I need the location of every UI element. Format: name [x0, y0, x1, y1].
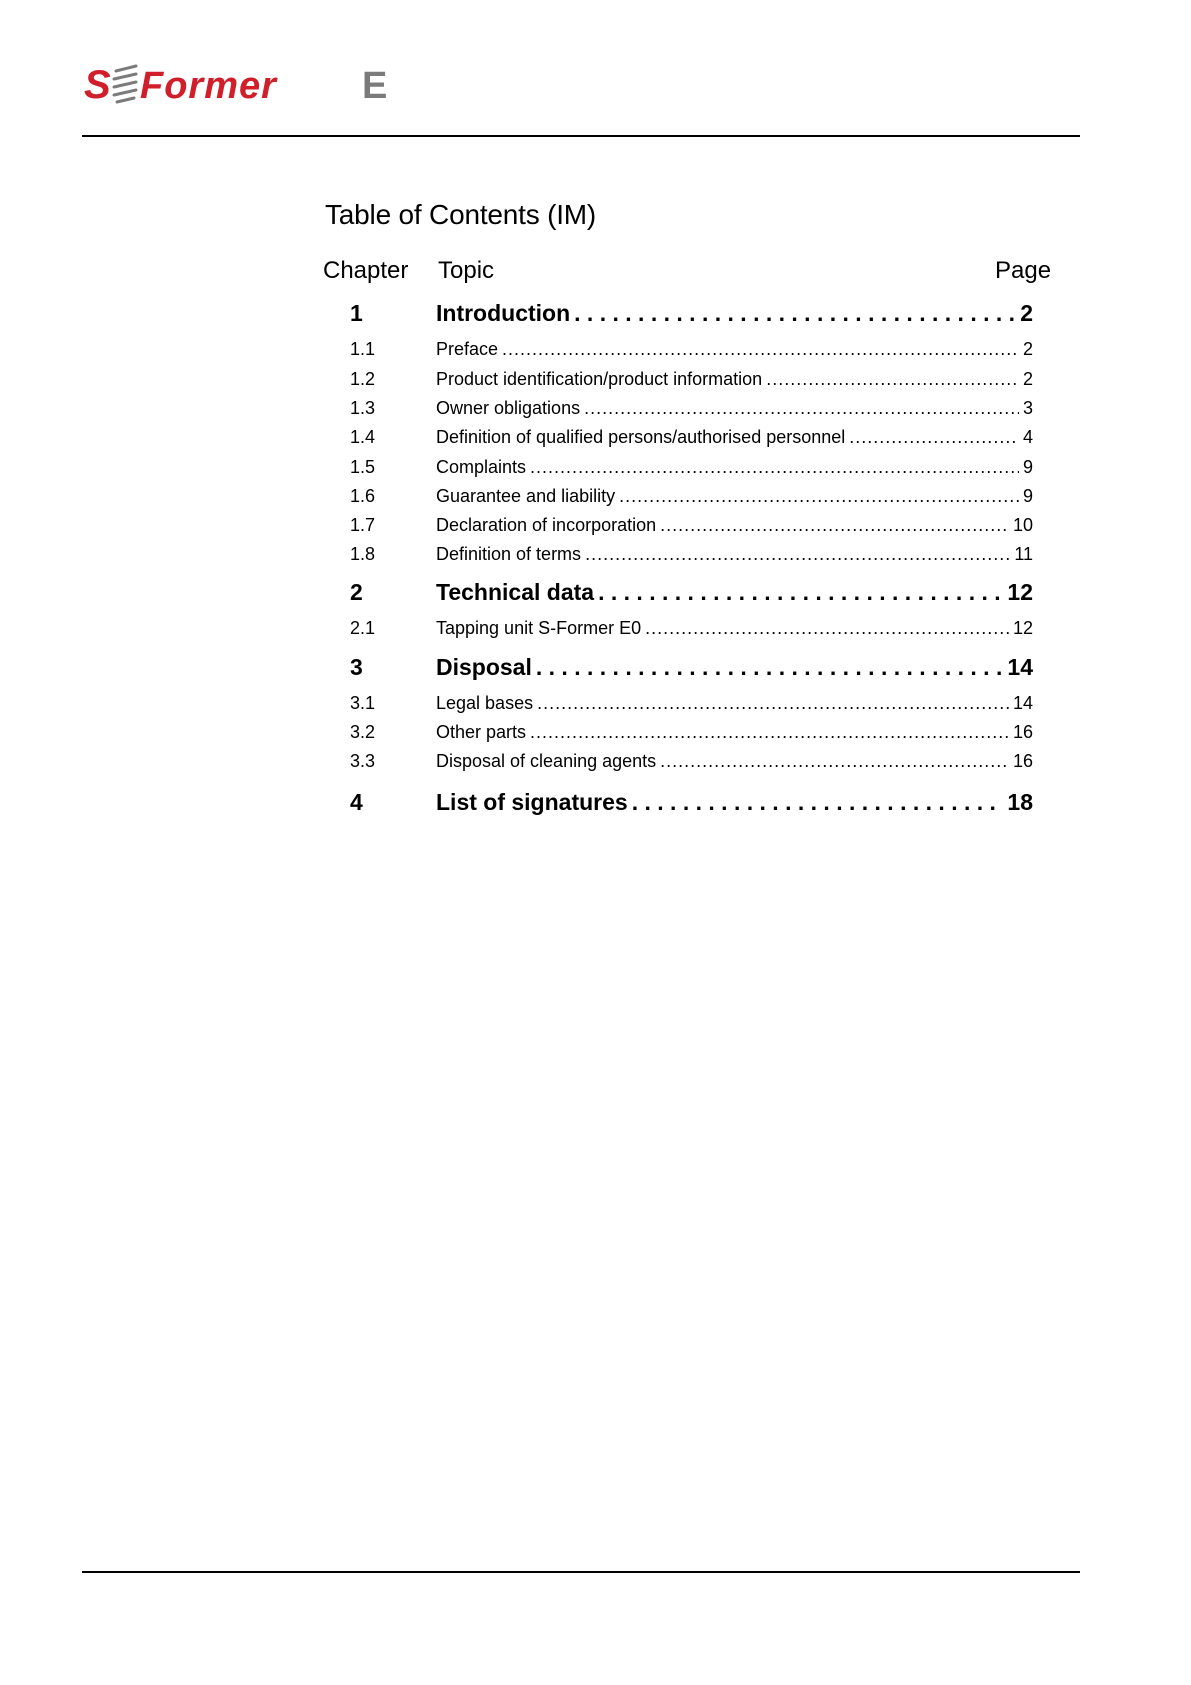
toc-chapter-entry[interactable] [350, 651, 1033, 685]
entry-topic: Definition of terms [436, 544, 582, 564]
entry-topic: Complaints [436, 457, 527, 477]
header-rule [82, 135, 1080, 137]
toc-chapter-entry[interactable] [350, 576, 1033, 610]
dot-leader [598, 579, 1003, 606]
dot-leader [585, 544, 1010, 565]
dot-leader [766, 369, 1019, 390]
toc-chapter-entry[interactable] [350, 786, 1033, 820]
entry-number: 4 [350, 789, 363, 815]
entry-number: 3.1 [350, 693, 376, 713]
toc-section-entry[interactable] [350, 330, 1033, 364]
footer-rule [82, 1571, 1080, 1573]
dot-leader [502, 339, 1019, 360]
entry-page: 2 [1022, 369, 1033, 389]
column-header-chapter: Chapter [323, 257, 409, 284]
dot-leader [537, 693, 1009, 714]
entry-number: 1.7 [350, 515, 376, 535]
entry-topic: Preface [436, 339, 499, 359]
entry-topic: Legal bases [436, 693, 534, 713]
dot-leader [645, 618, 1009, 639]
dot-leader [536, 654, 1004, 681]
toc-section-entry[interactable] [350, 418, 1033, 452]
entry-topic: Technical data [436, 579, 595, 605]
entry-page: 2 [1022, 339, 1033, 359]
entry-page: 16 [1012, 751, 1033, 771]
brand-logo [84, 62, 404, 106]
entry-number: 1.1 [350, 339, 376, 359]
dot-leader [660, 751, 1009, 772]
entry-topic: Definition of qualified persons/authorised personnel [436, 427, 846, 447]
entry-number: 1.8 [350, 544, 376, 564]
entry-number: 2.1 [350, 618, 376, 638]
entry-topic: Guarantee and liability [436, 486, 616, 506]
entry-number: 2 [350, 579, 363, 605]
column-header-topic: Topic [438, 257, 495, 284]
svg-text:S: S [84, 63, 111, 106]
entry-topic: Tapping unit S-Former E0 [436, 618, 642, 638]
entry-page: 16 [1012, 722, 1033, 742]
dot-leader [660, 515, 1009, 536]
toc-section-entry[interactable] [350, 742, 1033, 776]
entry-page: 18 [1007, 789, 1033, 815]
dot-leader [530, 457, 1019, 478]
entry-number: 3.2 [350, 722, 376, 742]
entry-topic: Owner obligations [436, 398, 581, 418]
svg-text:Former: Former [140, 65, 277, 106]
entry-number: 3.3 [350, 751, 376, 771]
entry-topic: Other parts [436, 722, 527, 742]
entry-page: 12 [1012, 618, 1033, 638]
dot-leader [632, 789, 1004, 816]
toc-section-entry[interactable] [350, 535, 1033, 569]
entry-page: 4 [1022, 427, 1033, 447]
entry-page: 9 [1022, 457, 1033, 477]
entry-number: 1.2 [350, 369, 376, 389]
entry-number: 1.4 [350, 427, 376, 447]
entry-topic: Disposal of cleaning agents [436, 751, 657, 771]
entry-page: 10 [1012, 515, 1033, 535]
dot-leader [584, 398, 1019, 419]
dot-leader [849, 427, 1019, 448]
entry-page: 9 [1022, 486, 1033, 506]
entry-topic: Disposal [436, 654, 532, 680]
entry-number: 1 [350, 300, 363, 326]
entry-page: 3 [1022, 398, 1033, 418]
dot-leader [574, 300, 1016, 327]
entry-number: 1.3 [350, 398, 376, 418]
entry-page: 12 [1007, 579, 1033, 605]
entry-page: 11 [1014, 544, 1033, 564]
entry-topic: List of signatures [436, 789, 628, 815]
toc-title: Table of Contents (IM) [325, 199, 597, 230]
dot-leader [619, 486, 1019, 507]
entry-topic: Declaration of incorporation [436, 515, 657, 535]
entry-page: 2 [1020, 300, 1033, 326]
toc-chapter-entry[interactable] [350, 297, 1033, 331]
entry-page: 14 [1007, 654, 1033, 680]
column-header-page: Page [995, 257, 1052, 284]
entry-number: 1.6 [350, 486, 376, 506]
dot-leader [530, 722, 1009, 743]
entry-topic: Introduction [436, 300, 571, 326]
svg-text:E: E [362, 65, 388, 106]
entry-page: 14 [1012, 693, 1033, 713]
entry-number: 3 [350, 654, 363, 680]
toc-section-entry[interactable] [350, 609, 1033, 643]
entry-topic: Product identification/product information [436, 369, 763, 389]
entry-number: 1.5 [350, 457, 376, 477]
